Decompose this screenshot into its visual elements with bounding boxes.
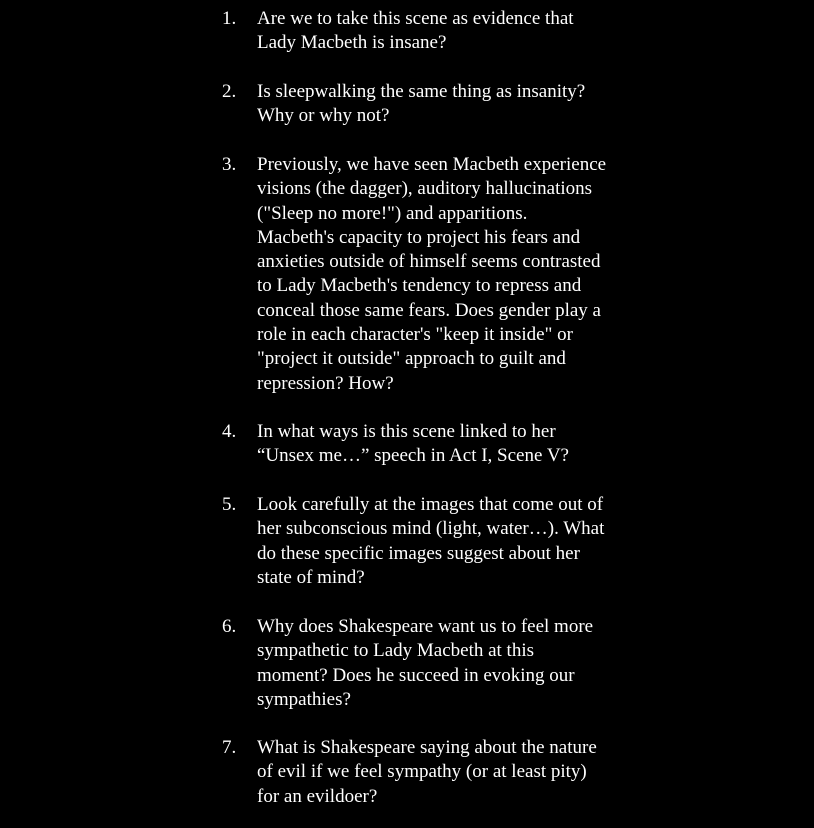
question-number: 4. — [222, 421, 237, 442]
question-text — [257, 153, 657, 396]
question-line: conceal those same fears. Does gender play a — [257, 299, 601, 321]
question-line: Why does Shakespeare want us to feel more — [257, 616, 594, 637]
question-line: her subconscious mind (light, water…). What — [257, 518, 605, 540]
question-number: 3. — [222, 154, 237, 175]
question-line: Previously, we have seen Macbeth experience — [257, 154, 607, 175]
question-line: role in each character's "keep it inside" or — [257, 324, 573, 346]
question-text — [257, 615, 657, 712]
question-line: Macbeth's capacity to project his fears and — [257, 226, 581, 248]
question-line: Is sleepwalking the same thing as insanity? — [257, 81, 586, 102]
question-line: do these specific images suggest about her — [257, 542, 580, 564]
question-line: for an evildoer? — [257, 785, 378, 807]
question-number: 1. — [222, 8, 237, 29]
question-line: state of mind? — [257, 566, 365, 588]
question-text — [257, 736, 657, 809]
question-line: Why or why not? — [257, 105, 390, 127]
question-text — [257, 80, 657, 129]
question-number: 5. — [222, 494, 237, 515]
question-line: ("Sleep no more!") and apparitions. — [257, 202, 528, 224]
question-line: visions (the dagger), auditory hallucinations — [257, 178, 593, 200]
question-text — [257, 493, 657, 590]
question-line: repression? How? — [257, 372, 394, 394]
question-line: of evil if we feel sympathy (or at least pity) — [257, 761, 587, 783]
question-line: moment? Does he succeed in evoking our — [257, 664, 575, 686]
question-text — [257, 420, 657, 469]
question-line: Are we to take this scene as evidence that — [257, 8, 574, 29]
question-text — [257, 7, 657, 56]
question-line: Lady Macbeth is insane? — [257, 32, 447, 54]
question-line: “Unsex me…” speech in Act I, Scene V? — [257, 445, 569, 467]
question-line: sympathetic to Lady Macbeth at this — [257, 640, 535, 662]
question-line: In what ways is this scene linked to her — [257, 421, 556, 442]
question-line: "project it outside" approach to guilt and — [257, 348, 566, 370]
question-line: anxieties outside of himself seems contrasted — [257, 251, 601, 273]
question-line: to Lady Macbeth's tendency to repress and — [257, 275, 582, 297]
question-line: What is Shakespeare saying about the nature — [257, 737, 597, 758]
question-line: Look carefully at the images that come out of — [257, 494, 604, 515]
question-number: 7. — [222, 737, 237, 758]
question-number: 2. — [222, 81, 237, 102]
question-number: 6. — [222, 616, 237, 637]
question-line: sympathies? — [257, 688, 351, 710]
